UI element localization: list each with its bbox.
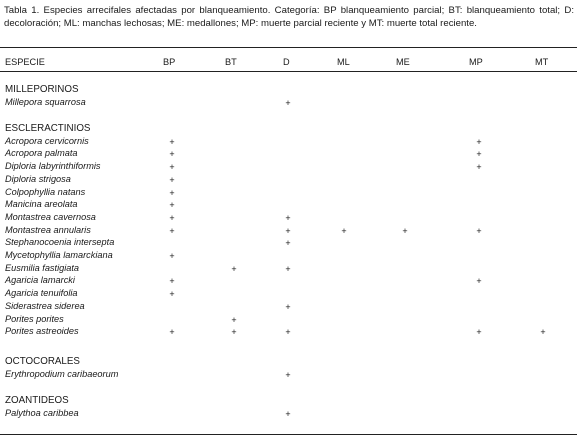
mark-d: + <box>285 263 291 274</box>
mark-d: + <box>285 97 291 108</box>
col-header-ml: ML <box>337 57 350 67</box>
mark-ml: + <box>341 225 347 236</box>
mark-me: + <box>402 225 408 236</box>
mark-mp: + <box>476 136 482 147</box>
species-name: Acropora palmata <box>5 148 78 159</box>
mark-bp: + <box>169 149 175 160</box>
col-header-mp: MP <box>469 57 483 67</box>
mark-mp: + <box>476 162 482 173</box>
mark-bt: + <box>231 263 237 274</box>
mark-bp: + <box>169 200 175 211</box>
table-caption: Tabla 1. Especies arrecifales afectadas por blanqueamiento. Categoría: BP blanqueamiento parcial; BT: blanqueamiento total; D: decoloración; ML: manchas lechosas; ME: medallones; MP: muerte parcial reciente y MT: muerte total reciente. <box>4 5 574 29</box>
mark-mp: + <box>476 225 482 236</box>
mark-mp: + <box>476 149 482 160</box>
mark-mp: + <box>476 276 482 287</box>
species-name: Siderastrea siderea <box>5 300 85 311</box>
mark-bp: + <box>169 187 175 198</box>
group-heading: ESCLERACTINIOS <box>5 123 91 134</box>
mark-d: + <box>285 225 291 236</box>
table-bottom-rule <box>0 434 577 435</box>
species-name: Eusmilia fastigiata <box>5 262 80 273</box>
mark-d: + <box>285 301 291 312</box>
col-header-d: D <box>283 57 290 67</box>
mark-mt: + <box>540 327 546 338</box>
species-name: Colpophyllia natans <box>5 186 86 197</box>
species-name: Palythoa caribbea <box>5 407 79 418</box>
species-name: Acropora cervicornis <box>5 135 89 146</box>
mark-d: + <box>285 212 291 223</box>
mark-d: + <box>285 369 291 380</box>
mark-bt: + <box>231 327 237 338</box>
species-name: Diploria strigosa <box>5 173 71 184</box>
mark-d: + <box>285 408 291 419</box>
group-heading: OCTOCORALES <box>5 356 80 367</box>
species-name: Millepora squarrosa <box>5 96 86 107</box>
col-header-me: ME <box>396 57 410 67</box>
mark-bp: + <box>169 225 175 236</box>
mark-bt: + <box>231 314 237 325</box>
mark-bp: + <box>169 136 175 147</box>
mark-bp: + <box>169 174 175 185</box>
species-name: Montastrea annularis <box>5 224 91 235</box>
mark-bp: + <box>169 289 175 300</box>
group-heading: MILLEPORINOS <box>5 84 79 95</box>
species-name: Stephanocoenia intersepta <box>5 237 115 248</box>
species-name: Agaricia tenuifolia <box>5 288 78 299</box>
species-name: Porites porites <box>5 313 64 324</box>
table-header-rule <box>0 71 577 72</box>
species-name: Erythropodium caribaeorum <box>5 368 119 379</box>
species-name: Montastrea cavernosa <box>5 211 96 222</box>
col-header-especie: ESPECIE <box>5 57 45 67</box>
mark-bp: + <box>169 212 175 223</box>
col-header-mt: MT <box>535 57 549 67</box>
mark-d: + <box>285 327 291 338</box>
species-name: Diploria labyrinthiformis <box>5 161 101 172</box>
mark-bp: + <box>169 251 175 261</box>
species-name: Manicina areolata <box>5 199 78 210</box>
mark-bp: + <box>169 276 175 287</box>
mark-bp: + <box>169 327 175 338</box>
species-name: Mycetophyllia lamarckiana <box>5 250 113 260</box>
group-heading: ZOANTIDEOS <box>5 395 69 406</box>
col-header-bp: BP <box>163 57 176 67</box>
mark-d: + <box>285 238 291 249</box>
table-top-rule <box>0 47 577 48</box>
species-name: Agaricia lamarcki <box>5 275 75 286</box>
species-name: Porites astreoides <box>5 326 79 337</box>
col-header-bt: BT <box>225 57 237 67</box>
mark-mp: + <box>476 327 482 338</box>
mark-bp: + <box>169 162 175 173</box>
